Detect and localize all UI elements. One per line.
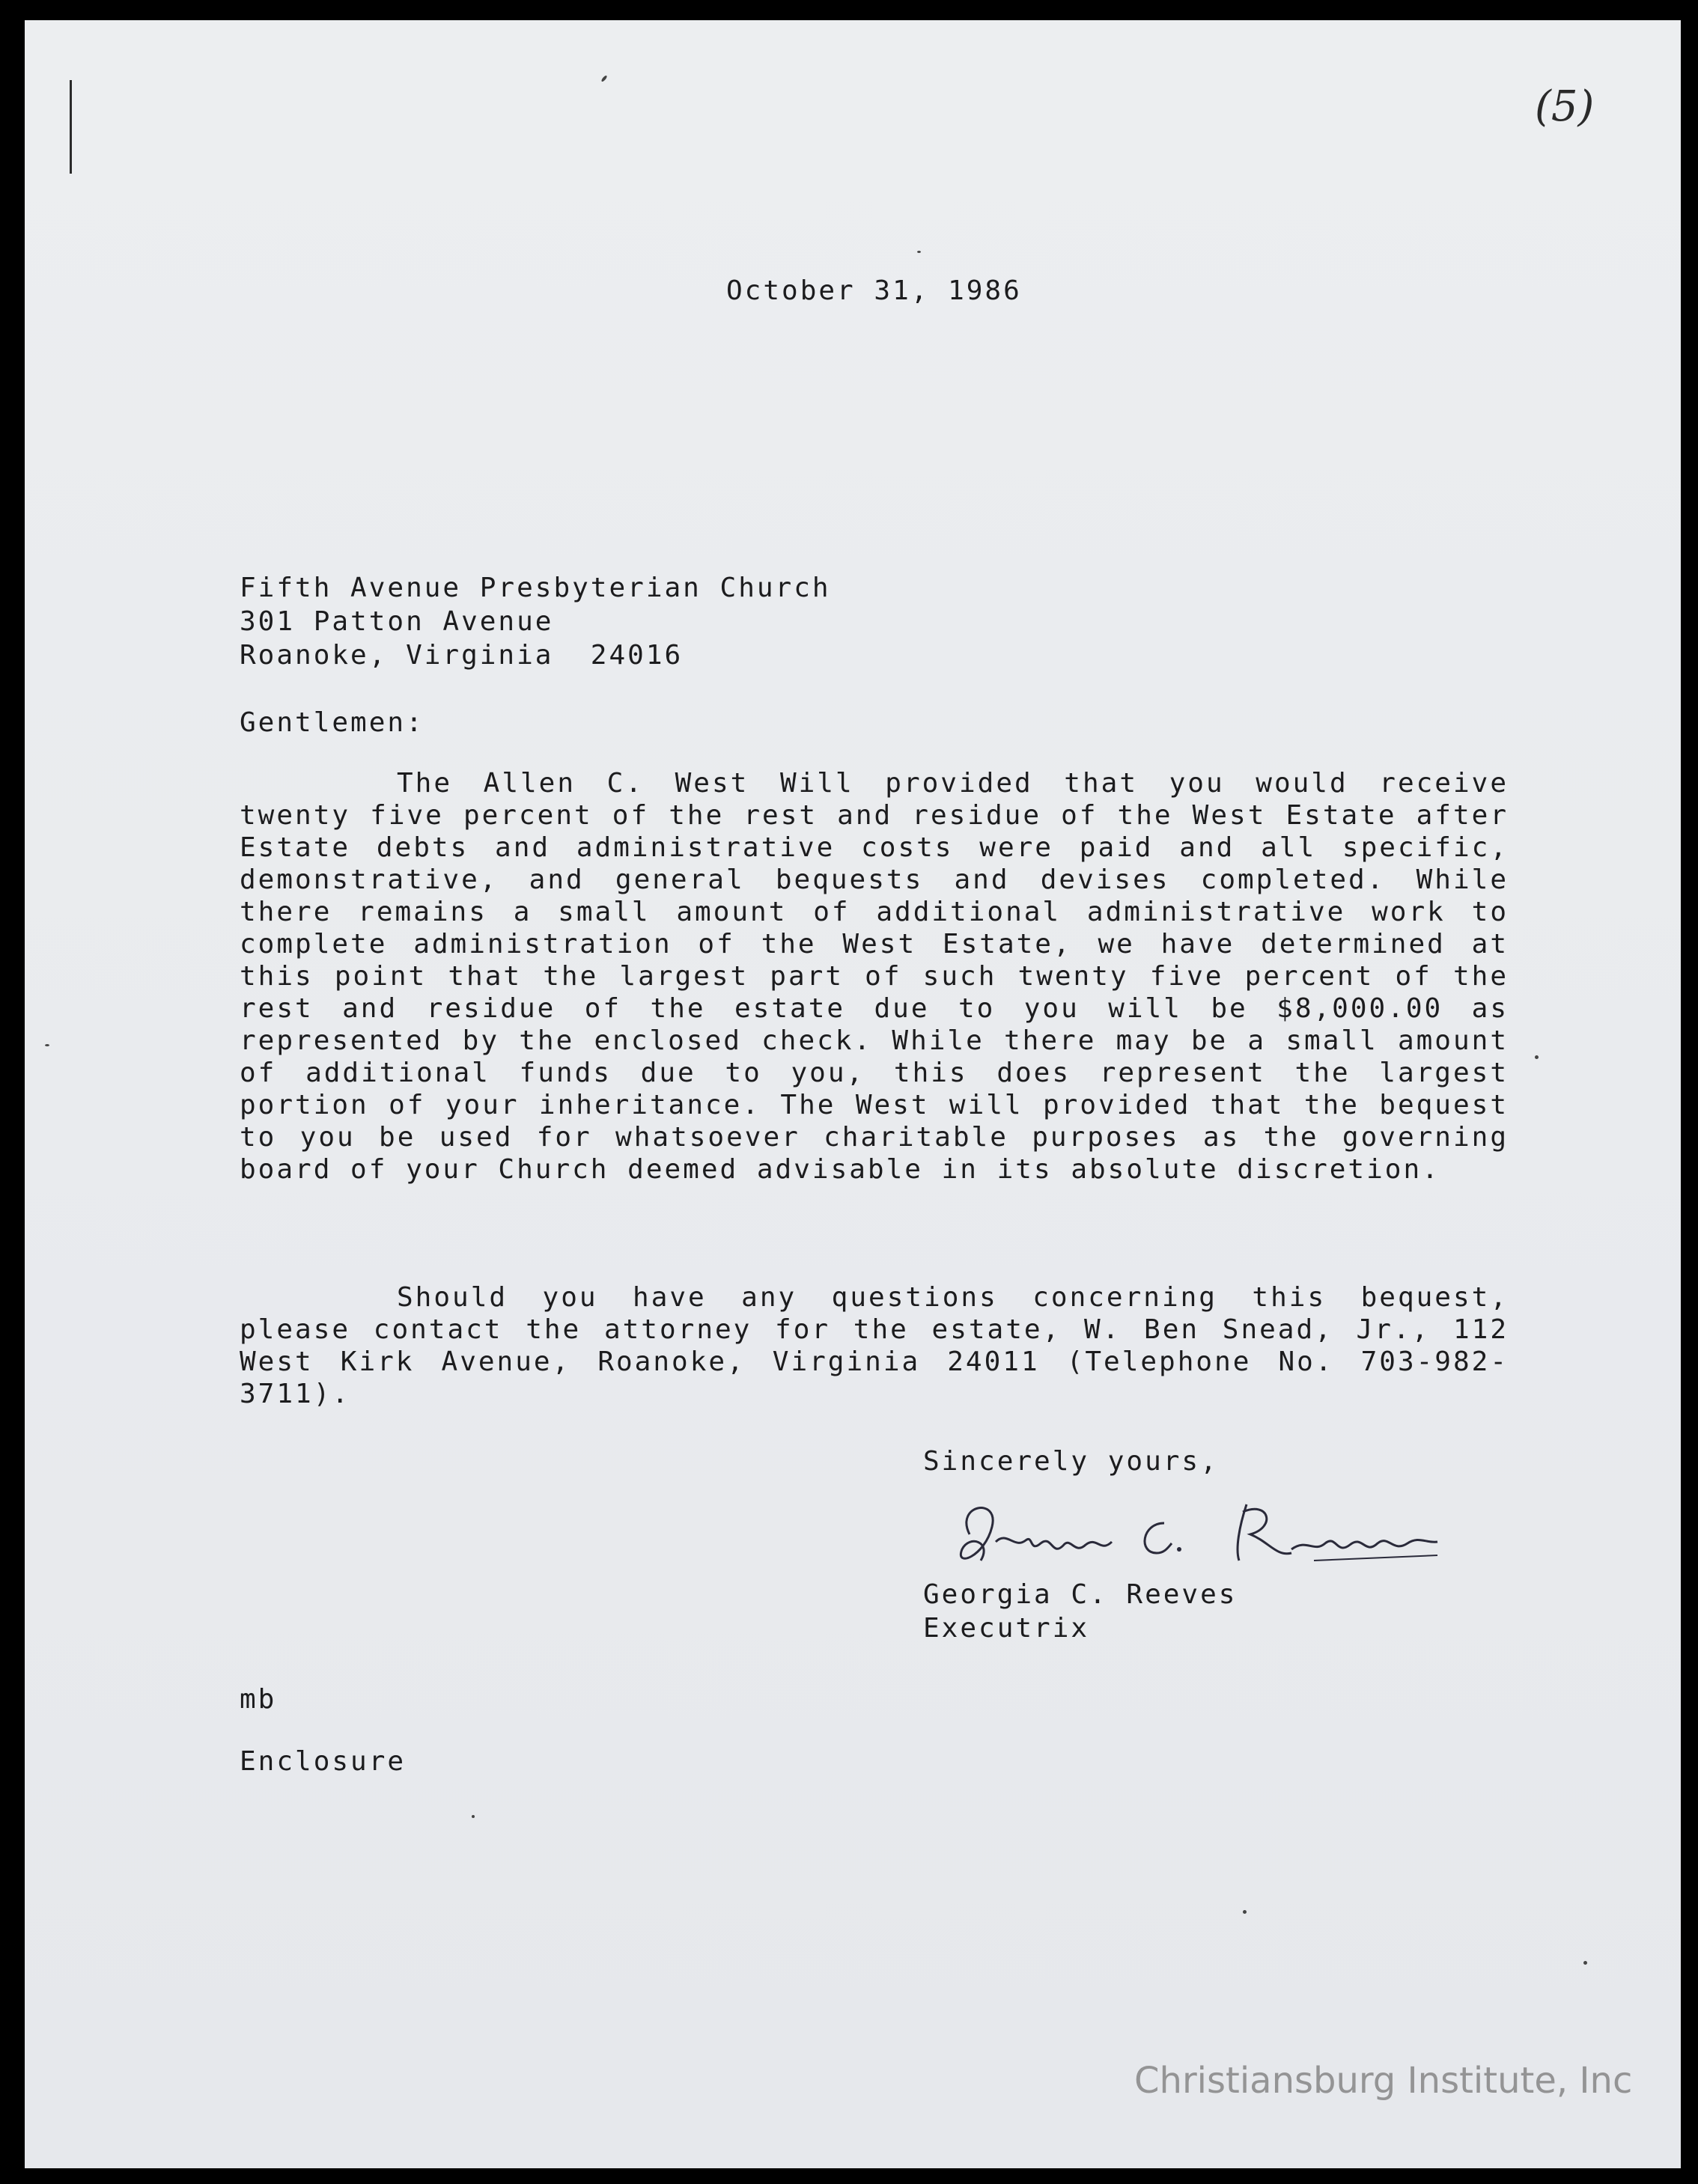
signer-name: Georgia C. Reeves (923, 1579, 1238, 1610)
paper-speck (917, 251, 921, 253)
handwritten-signature (940, 1489, 1449, 1579)
margin-pen-mark (70, 80, 72, 174)
paper-speck (45, 1044, 49, 1046)
salutation: Gentlemen: (240, 707, 424, 738)
enclosure-note: Enclosure (240, 1746, 407, 1777)
letter-date: October 31, 1986 (726, 275, 1022, 306)
watermark: Christiansburg Institute, Inc (1134, 2060, 1633, 2102)
recipient-line-1: Fifth Avenue Presbyterian Church (240, 573, 831, 603)
page-number-mark: (5) (1535, 82, 1595, 131)
closing: Sincerely yours, (923, 1446, 1219, 1477)
paper-speck (1243, 1910, 1247, 1914)
recipient-line-2: 301 Patton Avenue (240, 606, 554, 637)
body-paragraph-1: The Allen C. West Will provided that you would receive twenty five percent of the rest and residue of the West Estate after Estate debts and administrative costs were paid and all specific, demonstrative, and general bequests and devises completed. While there remains a small amount of additional administrative work to complete administration of the West Estate, we have determined at this point that the largest part of such twenty five percent of the rest and residue of the estate due to you will be $8,000.00 as represented by the enclosed check. While there may be a small amount of additional funds due to you, this does represent the largest portion of your inheritance. The West will provided that the bequest to you be used for whatsoever charitable purposes as the governing board of your Church deemed advisable in its absolute discretion. (240, 768, 1509, 1185)
paper-speck (1583, 1961, 1587, 1965)
signer-title: Executrix (923, 1613, 1090, 1644)
paper-speck (1535, 1055, 1539, 1059)
recipient-line-3: Roanoke, Virginia 24016 (240, 640, 684, 671)
paper-speck (472, 1815, 475, 1818)
signer-block (923, 1578, 1237, 1645)
typist-initials: mb (240, 1684, 277, 1715)
body-paragraph-2: Should you have any questions concerning this bequest, please contact the attorney for the estate, W. Ben Snead, Jr., 112 West Kirk Avenue, Roanoke, Virginia 24011 (Telephone No. 703-982-3711). (240, 1282, 1509, 1409)
recipient-address (240, 571, 831, 672)
